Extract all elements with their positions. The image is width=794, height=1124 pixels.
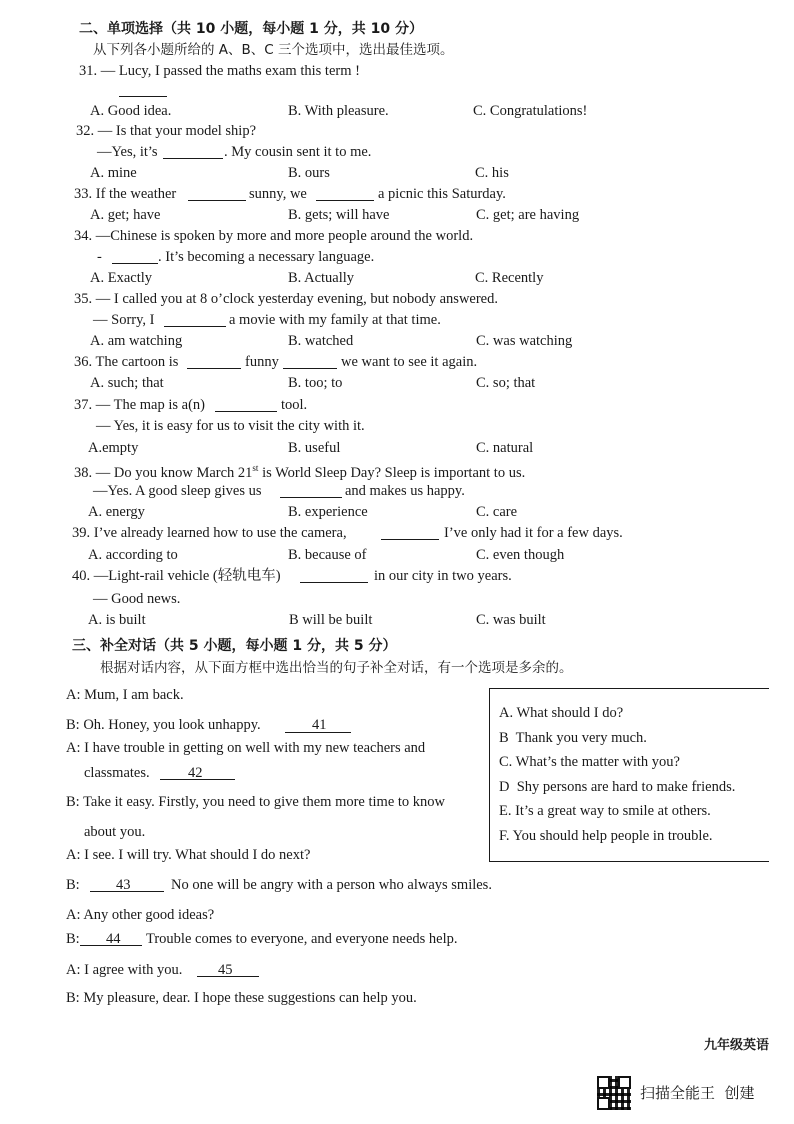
dialogue-line-6: No one will be angry with a person who always smiles.: [171, 877, 492, 893]
blank-45: [197, 976, 259, 977]
blank-41-number: 41: [312, 717, 327, 733]
q31-option-a: A. Good idea.: [90, 103, 172, 119]
q35-option-b: B. watched: [288, 333, 354, 349]
q33-blank-1: [188, 200, 246, 201]
q37-option-c: C. natural: [476, 440, 534, 456]
q40-option-b: B will be built: [289, 612, 373, 628]
q34-option-a: A. Exactly: [90, 270, 153, 286]
q35-reply-end: a movie with my family at that time.: [229, 312, 441, 328]
dialogue-line-2: B: Oh. Honey, you look unhappy.: [66, 717, 261, 733]
q40-option-a: A. is built: [88, 612, 146, 628]
q36-stem-part2: funny: [245, 354, 279, 370]
dialogue-line-5: A: I see. I will try. What should I do next?: [66, 847, 311, 863]
dialogue-line-8-speaker: B:: [66, 931, 80, 947]
q36-option-a: A. such; that: [90, 375, 164, 391]
q32-option-a: A. mine: [90, 165, 137, 181]
q35-stem: 35. — I called you at 8 o’clock yesterday evening, but nobody answered.: [74, 291, 498, 307]
dialogue-line-7: A: Any other good ideas?: [66, 907, 215, 923]
q39-stem-part1: 39. I’ve already learned how to use the camera,: [72, 525, 347, 541]
section-3-heading: 三、补全对话（共 5 小题，每小题 1 分，共 5 分）: [72, 638, 397, 654]
dialogue-line-1: A: Mum, I am back.: [66, 687, 184, 703]
q38-stem: [74, 459, 525, 482]
q38-reply-start: —Yes. A good sleep gives us: [93, 483, 262, 499]
q38-option-a: A. energy: [88, 504, 145, 520]
dialogue-line-3a: A: I have trouble in getting on well with my new teachers and: [66, 740, 426, 756]
dialogue-line-10: B: My pleasure, dear. I hope these suggestions can help you.: [66, 990, 417, 1006]
scanner-watermark: 扫描全能王 创建: [640, 1084, 755, 1102]
q38-blank: [280, 497, 342, 498]
q37-stem-part1: 37. — The map is a(n): [74, 397, 206, 413]
blank-44: [80, 945, 142, 946]
q34-reply-dash: -: [97, 249, 102, 265]
q34-stem: 34. —Chinese is spoken by more and more people around the world.: [74, 228, 474, 244]
q34-reply-end: . It’s becoming a necessary language.: [158, 249, 375, 265]
qr-code-icon: [597, 1076, 631, 1110]
q32-reply-start: —Yes, it’s: [97, 144, 158, 160]
q37-blank: [215, 411, 277, 412]
q33-stem-part2: sunny, we: [249, 186, 307, 202]
q38-option-c: C. care: [476, 504, 518, 520]
box-option-d: D Shy persons are hard to make friends.: [499, 779, 736, 795]
q31-option-c: C. Congratulations!: [473, 103, 588, 119]
q33-stem-part3: a picnic this Saturday.: [378, 186, 506, 202]
q38-stem-start: 38. — Do you know March 21: [74, 464, 253, 481]
q39-option-c: C. even though: [476, 547, 565, 563]
q40-option-c: C. was built: [476, 612, 546, 628]
page-label: 九年级英语: [704, 1038, 770, 1053]
section-2-instruction: 从下列各小题所给的 A、B、C 三个选项中，选出最佳选项。: [93, 42, 454, 58]
section-2-heading: 二、单项选择（共 10 小题，每小题 1 分，共 10 分）: [79, 21, 423, 37]
box-option-e: E. It’s a great way to smile at others.: [499, 803, 711, 819]
q33-option-b: B. gets; will have: [288, 207, 390, 223]
q33-blank-2: [316, 200, 374, 201]
blank-41: [285, 732, 351, 733]
box-option-f: F. You should help people in trouble.: [499, 828, 713, 844]
options-box: [489, 688, 769, 862]
q33-stem-part1: 33. If the weather: [74, 186, 177, 202]
blank-42: [160, 779, 235, 780]
q32-stem: 32. — Is that your model ship?: [76, 123, 257, 139]
q37-reply: — Yes, it is easy for us to visit the city with it.: [96, 418, 365, 434]
q39-stem-part2: I’ve only had it for a few days.: [444, 525, 623, 541]
q39-option-a: A. according to: [88, 547, 178, 563]
q37-option-a: A.empty: [88, 440, 139, 456]
q31-stem: 31. — Lucy, I passed the maths exam this term !: [79, 63, 360, 79]
q34-blank: [112, 263, 158, 264]
q37-stem-part2: tool.: [281, 397, 308, 413]
q32-blank: [163, 158, 223, 159]
dialogue-line-4b: about you.: [84, 824, 146, 840]
q32-reply-end: . My cousin sent it to me.: [224, 144, 372, 160]
blank-43-number: 43: [116, 877, 131, 893]
q35-option-c: C. was watching: [476, 333, 573, 349]
blank-44-number: 44: [106, 931, 121, 947]
q36-option-c: C. so; that: [476, 375, 536, 391]
q35-reply-start: — Sorry, I: [93, 312, 155, 328]
q32-option-b: B. ours: [288, 165, 330, 181]
blank-42-number: 42: [188, 765, 203, 781]
q36-stem-part3: we want to see it again.: [341, 354, 478, 370]
q31-blank: [119, 96, 167, 97]
q39-blank: [381, 539, 439, 540]
q37-option-b: B. useful: [288, 440, 341, 456]
q39-option-b: B. because of: [288, 547, 367, 563]
box-option-a: A. What should I do?: [499, 705, 624, 721]
q40-stem-part2: in our city in two years.: [374, 568, 512, 584]
q40-stem-part1: 40. —Light-rail vehicle (轻轨电车): [72, 568, 281, 584]
box-option-b: B Thank you very much.: [499, 730, 647, 746]
q40-blank: [300, 582, 368, 583]
q36-blank-2: [283, 368, 337, 369]
q36-blank-1: [187, 368, 241, 369]
q35-option-a: A. am watching: [90, 333, 183, 349]
section-3-instruction: 根据对话内容，从下面方框中选出恰当的句子补全对话，有一个选项是多余的。: [100, 660, 573, 676]
q38-stem-end: is World Sleep Day? Sleep is important to us.: [258, 464, 526, 481]
q31-option-b: B. With pleasure.: [288, 103, 389, 119]
q33-option-c: C. get; are having: [476, 207, 580, 223]
q34-option-b: B. Actually: [288, 270, 355, 286]
q36-option-b: B. too; to: [288, 375, 343, 391]
dialogue-line-4a: B: Take it easy. Firstly, you need to give them more time to know: [66, 794, 446, 810]
q35-blank: [164, 326, 226, 327]
q38-reply-end: and makes us happy.: [345, 483, 465, 499]
q36-stem-part1: 36. The cartoon is: [74, 354, 179, 370]
dialogue-line-8: Trouble comes to everyone, and everyone needs help.: [146, 931, 458, 947]
q38-superscript: st: [252, 463, 259, 473]
q40-reply: — Good news.: [93, 591, 181, 607]
q34-option-c: C. Recently: [475, 270, 544, 286]
dialogue-line-6-speaker: B:: [66, 877, 80, 893]
box-option-c: C. What’s the matter with you?: [499, 754, 680, 770]
blank-45-number: 45: [218, 962, 233, 978]
q38-option-b: B. experience: [288, 504, 368, 520]
blank-43: [90, 891, 164, 892]
q33-option-a: A. get; have: [90, 207, 161, 223]
q32-option-c: C. his: [475, 165, 509, 181]
dialogue-line-9: A: I agree with you.: [66, 962, 183, 978]
dialogue-line-3b: classmates.: [84, 765, 150, 781]
